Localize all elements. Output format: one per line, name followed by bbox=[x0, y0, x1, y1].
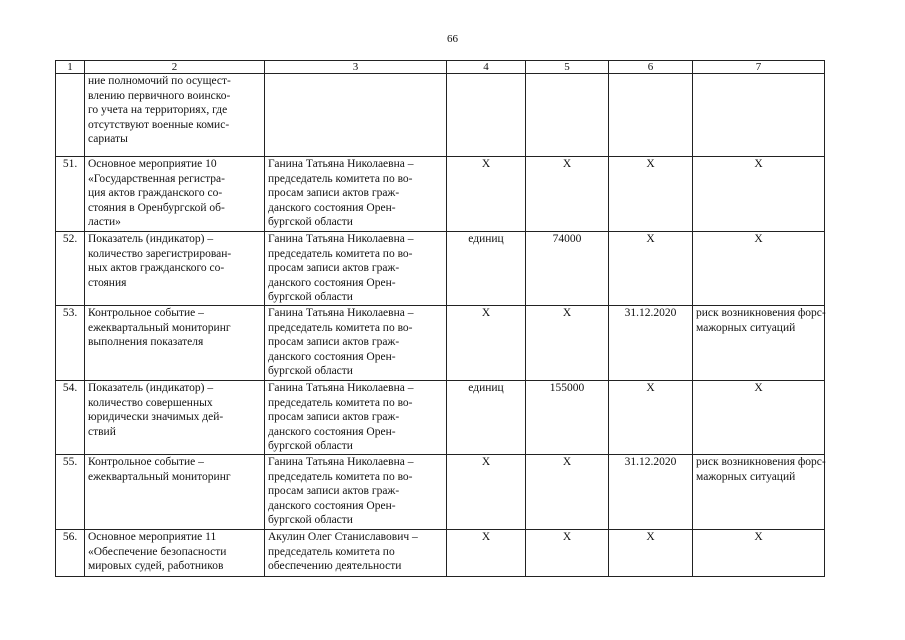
cell-line: мировых судей, работников bbox=[88, 560, 224, 573]
cell-value: Х bbox=[646, 233, 655, 245]
cell-line: «Обеспечение безопасности bbox=[88, 545, 227, 558]
responsible-person-cell bbox=[265, 381, 447, 455]
cell-value: Х bbox=[481, 158, 491, 170]
deadline-cell bbox=[609, 455, 693, 530]
cell-line: данского состояния Орен- bbox=[268, 201, 396, 214]
cell-line: Контрольное событие – bbox=[88, 456, 204, 468]
value-cell bbox=[526, 455, 609, 530]
cell-value: 74000 bbox=[552, 233, 582, 245]
cell-line: Ганина Татьяна Николаевна – bbox=[268, 382, 414, 394]
value-cell bbox=[526, 157, 609, 232]
cell-line: Х bbox=[754, 158, 763, 170]
unit-cell bbox=[447, 381, 526, 455]
measure-name-cell bbox=[85, 381, 265, 455]
measure-name-cell bbox=[85, 74, 265, 157]
value-cell bbox=[526, 74, 609, 157]
cell-line: Показатель (индикатор) – bbox=[88, 233, 214, 245]
column-number: 4 bbox=[447, 61, 526, 74]
responsible-person-cell bbox=[265, 455, 447, 530]
unit-cell bbox=[447, 306, 526, 381]
row-number-cell bbox=[56, 232, 85, 306]
value-cell bbox=[526, 381, 609, 455]
cell-line: председатель комитета по во- bbox=[268, 470, 413, 483]
risk-cell bbox=[693, 157, 825, 232]
cell-line: Акулин Олег Станиславович – bbox=[268, 531, 418, 543]
responsible-person-cell bbox=[265, 74, 447, 157]
cell-line: просам записи актов граж- bbox=[268, 336, 400, 349]
cell-value: 155000 bbox=[549, 382, 585, 394]
cell-line: ние полномочий по осущест- bbox=[88, 75, 231, 87]
cell-value: Х bbox=[646, 158, 655, 170]
cell-line: Ганина Татьяна Николаевна – bbox=[268, 307, 414, 319]
cell-value: единиц bbox=[468, 382, 504, 394]
cell-value: 52. bbox=[62, 233, 78, 245]
responsible-person-cell bbox=[265, 157, 447, 232]
cell-value: Х bbox=[481, 531, 491, 543]
cell-line: отсутствуют военные комис- bbox=[88, 118, 230, 131]
measure-name-cell bbox=[85, 306, 265, 381]
row-number-cell bbox=[56, 530, 85, 577]
cell-line: бургской области bbox=[268, 514, 353, 527]
deadline-cell bbox=[609, 157, 693, 232]
deadline-cell bbox=[609, 306, 693, 381]
cell-line: Показатель (индикатор) – bbox=[88, 382, 214, 394]
responsible-person-cell bbox=[265, 530, 447, 577]
cell-line: Ганина Татьяна Николаевна – bbox=[268, 233, 414, 245]
cell-line: юридически значимых дей- bbox=[88, 411, 224, 424]
cell-line: Основное мероприятие 10 bbox=[88, 158, 217, 170]
risk-cell bbox=[693, 455, 825, 530]
measure-name-cell bbox=[85, 232, 265, 306]
cell-line: сариаты bbox=[88, 133, 128, 146]
measure-name-cell bbox=[85, 455, 265, 530]
cell-line: стояния bbox=[88, 276, 127, 289]
document-table bbox=[55, 60, 825, 577]
risk-cell bbox=[693, 232, 825, 306]
risk-cell bbox=[693, 530, 825, 577]
cell-line: Х bbox=[754, 531, 763, 543]
deadline-cell bbox=[609, 74, 693, 157]
cell-line: ствий bbox=[88, 425, 116, 438]
cell-value: Х bbox=[646, 382, 655, 394]
cell-line: данского состояния Орен- bbox=[268, 276, 396, 289]
unit-cell bbox=[447, 157, 526, 232]
cell-value: Х bbox=[481, 307, 491, 319]
column-number: 6 bbox=[609, 61, 693, 74]
cell-value: Х bbox=[562, 531, 572, 543]
cell-value: Х bbox=[562, 456, 572, 468]
unit-cell bbox=[447, 455, 526, 530]
cell-line: ежеквартальный мониторинг bbox=[88, 321, 231, 334]
cell-value: 31.12.2020 bbox=[624, 456, 677, 468]
value-cell bbox=[526, 232, 609, 306]
cell-line: председатель комитета по во- bbox=[268, 247, 413, 260]
cell-line: количество совершенных bbox=[88, 396, 213, 409]
cell-line: ция актов гражданского со- bbox=[88, 187, 223, 200]
column-number: 1 bbox=[56, 61, 85, 74]
cell-line: Контрольное событие – bbox=[88, 307, 204, 319]
cell-value: единиц bbox=[468, 233, 504, 245]
table-row bbox=[56, 455, 825, 530]
table-row bbox=[56, 157, 825, 232]
cell-line: мажорных ситуаций bbox=[696, 321, 796, 334]
cell-line: бургской области bbox=[268, 365, 353, 378]
cell-line: Ганина Татьяна Николаевна – bbox=[268, 158, 414, 170]
table-row bbox=[56, 74, 825, 157]
cell-line: Х bbox=[754, 233, 763, 245]
risk-cell bbox=[693, 306, 825, 381]
cell-value: 51. bbox=[62, 158, 78, 170]
cell-value: Х bbox=[481, 456, 491, 468]
cell-line: данского состояния Орен- bbox=[268, 499, 396, 512]
cell-line: председатель комитета по bbox=[268, 545, 395, 558]
cell-line: обеспечению деятельности bbox=[268, 560, 402, 573]
column-number: 5 bbox=[526, 61, 609, 74]
cell-line: ных актов гражданского со- bbox=[88, 262, 225, 275]
cell-line: просам записи актов граж- bbox=[268, 187, 400, 200]
measure-name-cell bbox=[85, 157, 265, 232]
cell-value: Х bbox=[562, 307, 572, 319]
cell-line: председатель комитета по во- bbox=[268, 172, 413, 185]
value-cell bbox=[526, 306, 609, 381]
column-number: 7 bbox=[693, 61, 825, 74]
cell-value: 31.12.2020 bbox=[624, 307, 677, 319]
table-row bbox=[56, 306, 825, 381]
value-cell bbox=[526, 530, 609, 577]
cell-line: бургской области bbox=[268, 440, 353, 453]
cell-line: го учета на территориях, где bbox=[88, 104, 228, 117]
row-number-cell bbox=[56, 306, 85, 381]
row-number-cell bbox=[56, 74, 85, 157]
page-number: 66 bbox=[447, 33, 458, 45]
risk-cell bbox=[693, 381, 825, 455]
column-number: 2 bbox=[85, 61, 265, 74]
cell-line: риск возникновения форс- bbox=[696, 456, 826, 468]
unit-cell bbox=[447, 232, 526, 306]
cell-line: мажорных ситуаций bbox=[696, 470, 796, 483]
cell-line: просам записи актов граж- bbox=[268, 485, 400, 498]
cell-line: председатель комитета по во- bbox=[268, 396, 413, 409]
unit-cell bbox=[447, 530, 526, 577]
row-number-cell bbox=[56, 157, 85, 232]
deadline-cell bbox=[609, 381, 693, 455]
row-number-cell bbox=[56, 381, 85, 455]
cell-line: просам записи актов граж- bbox=[268, 262, 400, 275]
cell-line: Х bbox=[754, 382, 763, 394]
cell-line: председатель комитета по во- bbox=[268, 321, 413, 334]
column-number-row bbox=[56, 61, 825, 74]
cell-line: выполнения показателя bbox=[88, 336, 204, 349]
cell-value: 53. bbox=[62, 307, 78, 319]
column-number: 3 bbox=[265, 61, 447, 74]
cell-line: «Государственная регистра- bbox=[88, 172, 225, 185]
unit-cell bbox=[447, 74, 526, 157]
cell-line: влению первичного воинско- bbox=[88, 89, 231, 102]
cell-line: Основное мероприятие 11 bbox=[88, 531, 217, 543]
cell-value: Х bbox=[562, 158, 572, 170]
cell-value: Х bbox=[646, 531, 655, 543]
cell-line: количество зарегистрирован- bbox=[88, 247, 232, 260]
cell-line: стояния в Оренбургской об- bbox=[88, 201, 225, 214]
cell-line: данского состояния Орен- bbox=[268, 350, 396, 363]
deadline-cell bbox=[609, 530, 693, 577]
cell-line: ежеквартальный мониторинг bbox=[88, 470, 231, 483]
cell-line: риск возникновения форс- bbox=[696, 307, 826, 319]
cell-line: ласти» bbox=[88, 216, 121, 229]
cell-line: бургской области bbox=[268, 291, 353, 304]
cell-line: данского состояния Орен- bbox=[268, 425, 396, 438]
table-row bbox=[56, 530, 825, 577]
table-row bbox=[56, 381, 825, 455]
responsible-person-cell bbox=[265, 306, 447, 381]
cell-line: просам записи актов граж- bbox=[268, 411, 400, 424]
responsible-person-cell bbox=[265, 232, 447, 306]
measure-name-cell bbox=[85, 530, 265, 577]
table-row bbox=[56, 232, 825, 306]
cell-line: Ганина Татьяна Николаевна – bbox=[268, 456, 414, 468]
cell-value: 55. bbox=[62, 456, 78, 468]
row-number-cell bbox=[56, 455, 85, 530]
cell-value: 56. bbox=[62, 531, 78, 543]
cell-line: бургской области bbox=[268, 216, 353, 229]
cell-value: 54. bbox=[62, 382, 78, 394]
risk-cell bbox=[693, 74, 825, 157]
deadline-cell bbox=[609, 232, 693, 306]
